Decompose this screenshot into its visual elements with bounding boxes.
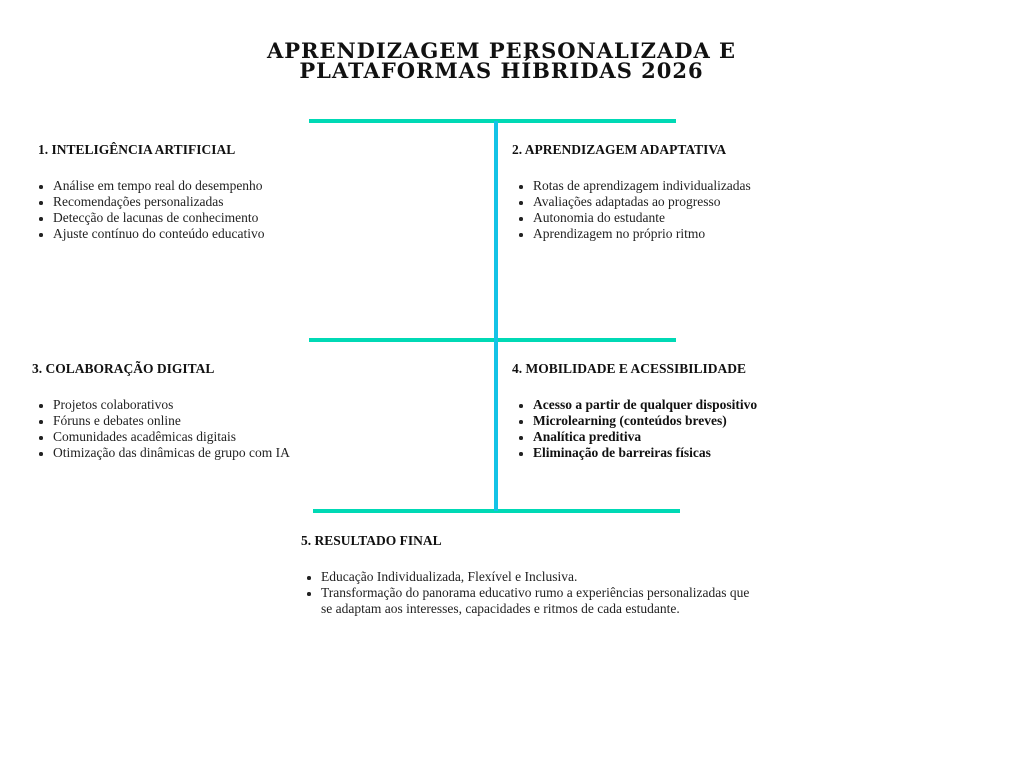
list-item: Analítica preditiva	[533, 429, 992, 445]
title-line-2: PLATAFORMAS HÍBRIDAS 2026	[299, 58, 704, 83]
list-item: Projetos colaborativos	[53, 397, 482, 413]
list-item: Aprendizagem no próprio ritmo	[533, 226, 992, 242]
diagram-title	[0, 38, 1003, 83]
section-digital-collaboration	[32, 361, 482, 461]
list-item: Eliminação de barreiras físicas	[533, 445, 992, 461]
list-item: Microlearning (conteúdos breves)	[533, 413, 992, 429]
middle-horizontal-line	[309, 338, 676, 342]
list-item: Análise em tempo real do desempenho	[53, 178, 478, 194]
bullet-list	[301, 569, 771, 617]
bullet-list	[32, 397, 482, 461]
section-heading: 1. INTELIGÊNCIA ARTIFICIAL	[38, 142, 236, 157]
section-heading: 4. MOBILIDADE E ACESSIBILIDADE	[512, 361, 747, 376]
list-item: Rotas de aprendizagem individualizadas	[533, 178, 992, 194]
section-heading: 2. APRENDIZAGEM ADAPTATIVA	[512, 142, 727, 157]
section-heading: 3. COLABORAÇÃO DIGITAL	[32, 361, 215, 376]
list-item: Recomendações personalizadas	[53, 194, 478, 210]
section-mobility-accessibility	[512, 361, 992, 461]
list-item: Ajuste contínuo do conteúdo educativo	[53, 226, 478, 242]
section-adaptive-learning	[512, 142, 992, 242]
section-final-result	[301, 533, 771, 617]
bullet-list	[38, 178, 478, 242]
section-artificial-intelligence	[38, 142, 478, 242]
bullet-list	[512, 178, 992, 242]
list-item: Transformação do panorama educativo rumo a experiências personalizadas que se adaptam aos interesses, capacidades e ritmos de cada estudante.	[321, 585, 761, 617]
vertical-connector-line	[494, 121, 498, 511]
list-item: Avaliações adaptadas ao progresso	[533, 194, 992, 210]
title-line-1: APRENDIZAGEM PERSONALIZADA E	[266, 38, 737, 63]
list-item: Detecção de lacunas de conhecimento	[53, 210, 478, 226]
top-horizontal-line	[309, 119, 676, 123]
section-heading: 5. RESULTADO FINAL	[301, 533, 442, 548]
list-item: Autonomia do estudante	[533, 210, 992, 226]
list-item: Fóruns e debates online	[53, 413, 482, 429]
list-item: Educação Individualizada, Flexível e Inclusiva.	[321, 569, 771, 585]
list-item: Otimização das dinâmicas de grupo com IA	[53, 445, 482, 461]
bullet-list	[512, 397, 992, 461]
list-item: Acesso a partir de qualquer dispositivo	[533, 397, 992, 413]
list-item: Comunidades acadêmicas digitais	[53, 429, 482, 445]
